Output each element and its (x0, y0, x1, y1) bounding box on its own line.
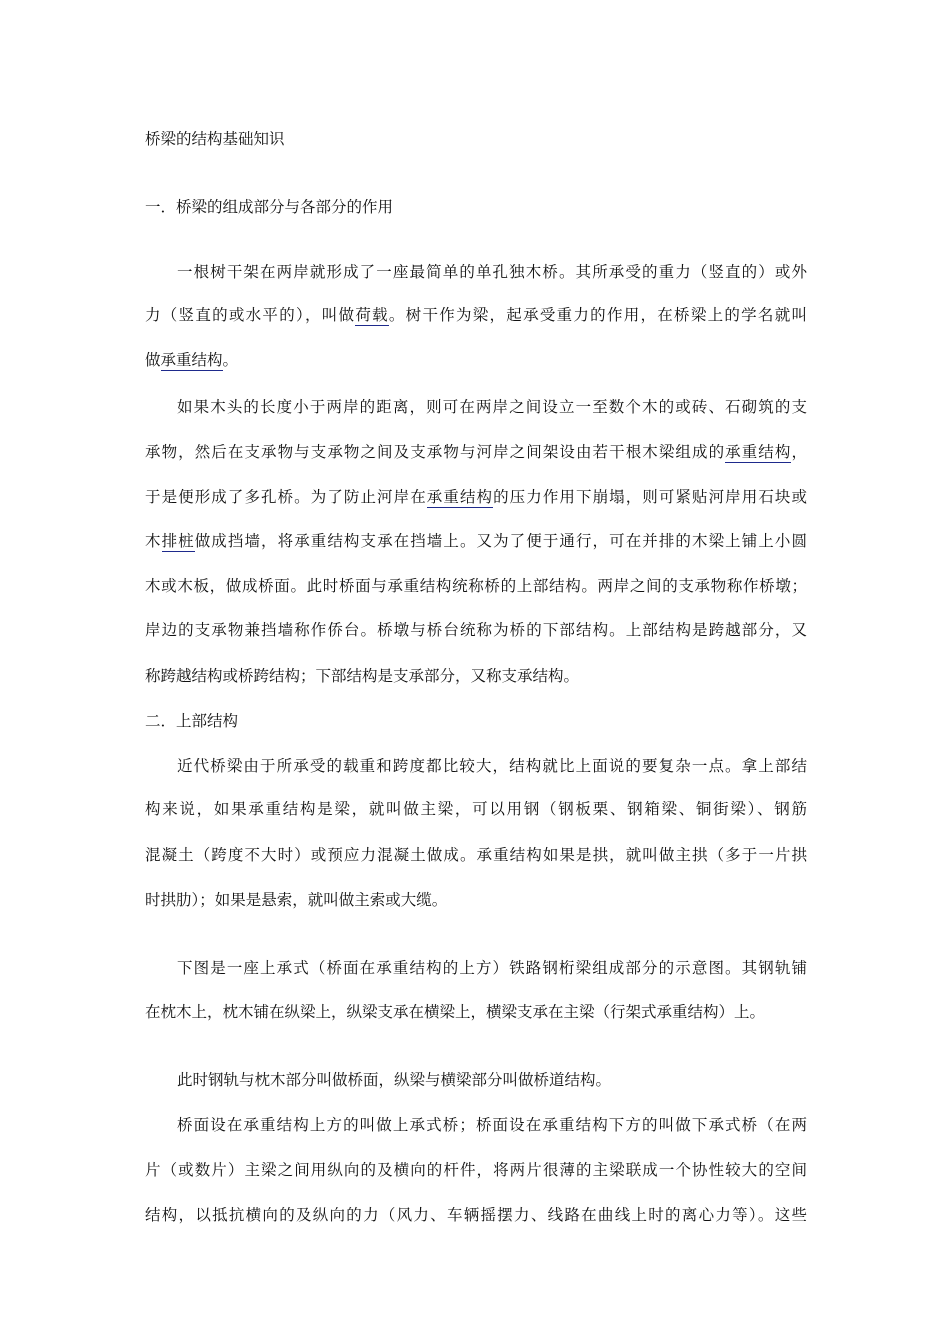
paragraph-5-line-1: 此时钢轨与枕木部分叫做桥面，纵梁与横梁部分叫做桥道结构。 (177, 1071, 612, 1089)
paragraph-4-line-1: 下图是一座上承式（桥面在承重结构的上方）铁路钢桁梁组成部分的示意图。其钢轨铺 (177, 959, 807, 977)
paragraph-4-line-2: 在枕木上，枕木铺在纵梁上，纵梁支承在横梁上，横梁支承在主梁（行架式承重结构）上。 (145, 1003, 766, 1021)
text: 力（竖直的或水平的），叫做 (145, 306, 356, 324)
text: 。 (222, 351, 239, 369)
paragraph-3-line-4: 时拱肋）；如果是悬索，就叫做主索或大缆。 (145, 891, 448, 909)
section-1-heading: 一．桥梁的组成部分与各部分的作用 (145, 198, 394, 216)
paragraph-2-line-3 (145, 487, 807, 507)
paragraph-2-line-1: 如果木头的长度小于两岸的距离，则可在两岸之间设立一至数个木的或砖、石砌筑的支 (177, 398, 807, 416)
paragraph-6-line-2: 片（或数片）主梁之间用纵向的及横向的杆件，将两片很薄的主梁联成一个协性较大的空间 (145, 1161, 807, 1179)
paragraph-3-line-1: 近代桥梁由于所承受的载重和跨度都比较大，结构就比上面说的要复杂一点。拿上部结 (177, 757, 807, 775)
text: 于是便形成了多孔桥。为了防止河岸在 (145, 488, 427, 506)
text: 承物，然后在支承物与支承物之间及支承物与河岸之间架设由若干根木梁组成的 (145, 443, 726, 461)
term-link-bearing-structure[interactable]: 承重结构 (426, 488, 494, 506)
term-link-pile-row[interactable]: 排桩 (161, 532, 195, 550)
section-2-heading: 二．上部结构 (145, 712, 239, 730)
paragraph-1-line-1: 一根树干架在两岸就形成了一座最简单的单孔独木桥。其所承受的重力（竖直的）或外 (177, 263, 807, 281)
text: 的压力作用下崩塌，则可紧贴河岸用石块或 (493, 488, 807, 506)
text: 做成挡墙，将承重结构支承在挡墙上。又为了便于通行，可在并排的木梁上铺上小圆 (194, 532, 807, 550)
term-link-bearing-structure[interactable]: 承重结构 (725, 443, 792, 461)
paragraph-2-line-5: 木或木板，做成桥面。此时桥面与承重结构统称桥的上部结构。两岸之间的支承物称作桥墩； (145, 577, 807, 595)
text: 做 (145, 351, 161, 369)
paragraph-3-line-2: 构来说，如果承重结构是梁，就叫做主梁，可以用钢（钢板栗、钢箱梁、铜街梁）、钢筋 (145, 800, 807, 818)
document-title: 桥梁的结构基础知识 (145, 130, 285, 148)
paragraph-1-line-2 (145, 305, 807, 325)
paragraph-6-line-1: 桥面设在承重结构上方的叫做上承式桥；桥面设在承重结构下方的叫做下承式桥（在两 (177, 1116, 807, 1134)
paragraph-2-line-4 (145, 531, 807, 551)
paragraph-1-line-3 (145, 350, 238, 370)
paragraph-6-line-3: 结构，以抵抗横向的及纵向的力（风力、车辆摇摆力、线路在曲线上时的离心力等）。这些 (145, 1206, 807, 1224)
term-link-bearing-structure[interactable]: 承重结构 (160, 351, 223, 369)
text: 木 (145, 532, 162, 550)
text: ， (791, 443, 807, 461)
paragraph-2-line-6: 岸边的支承物兼挡墙称作侨台。桥墩与桥台统称为桥的下部结构。上部结构是跨越部分，又 (145, 621, 807, 639)
paragraph-3-line-3: 混凝土（跨度不大时）或预应力混凝土做成。承重结构如果是拱，就叫做主拱（多于一片拱 (145, 846, 807, 864)
text: 。树干作为梁，起承受重力的作用，在桥梁上的学名就叫 (388, 306, 807, 324)
paragraph-2-line-2 (145, 442, 807, 462)
term-link-load[interactable]: 荷载 (355, 306, 389, 324)
paragraph-2-line-7: 称跨越结构或桥跨结构；下部结构是支承部分，又称支承结构。 (145, 667, 580, 685)
